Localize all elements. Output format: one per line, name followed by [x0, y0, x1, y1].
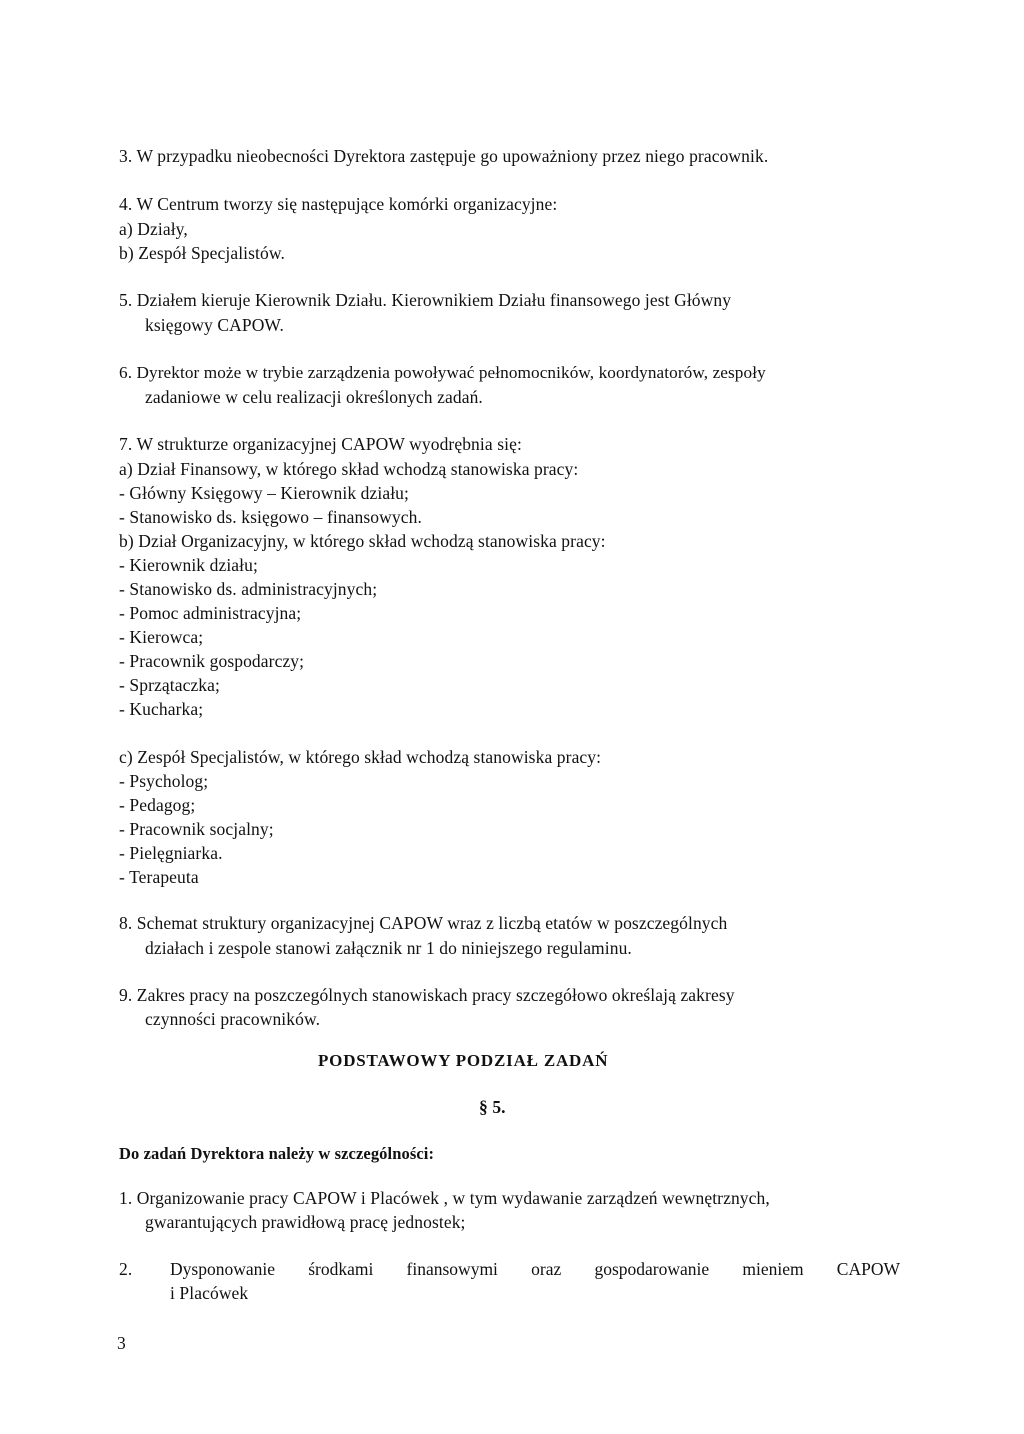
duty-1-cont: gwarantujących prawidłową pracę jednostek; — [145, 1212, 466, 1232]
paragraph-7: 7. W strukturze organizacyjnej CAPOW wyodrębnia się: — [119, 434, 522, 454]
page-number: 3 — [117, 1333, 126, 1353]
duty-2-number: 2. — [119, 1259, 133, 1279]
list-item: - Pracownik gospodarczy; — [119, 651, 305, 671]
list-item: - Terapeuta — [119, 867, 199, 887]
paragraph-6-cont: zadaniowe w celu realizacji określonych zadań. — [145, 387, 483, 407]
section-heading: PODSTAWOWY PODZIAŁ ZADAŃ — [318, 1051, 609, 1070]
paragraph-4: 4. W Centrum tworzy się następujące komórki organizacyjne: — [119, 194, 558, 214]
duty-1: 1. Organizowanie pracy CAPOW i Placówek , w tym wydawanie zarządzeń wewnętrznych, — [119, 1188, 770, 1208]
list-item: - Psycholog; — [119, 771, 209, 791]
section-number: § 5. — [479, 1097, 506, 1117]
list-item: - Kierownik działu; — [119, 555, 258, 575]
paragraph-6: 6. Dyrektor może w trybie zarządzenia powoływać pełnomocników, koordynatorów, zespoły — [119, 363, 766, 382]
list-item: - Pielęgniarka. — [119, 843, 223, 863]
paragraph-5: 5. Działem kieruje Kierownik Działu. Kierownikiem Działu finansowego jest Główny — [119, 290, 732, 310]
paragraph-8: 8. Schemat struktury organizacyjnej CAPOW wraz z liczbą etatów w poszczególnych — [119, 913, 728, 933]
list-item: - Kucharka; — [119, 699, 204, 719]
duty-2: Dysponowanie środkami finansowymi oraz gospodarowanie mieniem CAPOW — [170, 1259, 900, 1279]
paragraph-3: 3. W przypadku nieobecności Dyrektora zastępuje go upoważniony przez niego pracownik. — [119, 146, 769, 166]
list-item: - Pomoc administracyjna; — [119, 603, 302, 623]
paragraph-9: 9. Zakres pracy na poszczególnych stanowiskach pracy szczegółowo określają zakresy — [119, 985, 735, 1005]
duties-intro: Do zadań Dyrektora należy w szczególności: — [119, 1144, 435, 1163]
list-item: - Sprzątaczka; — [119, 675, 220, 695]
duty-2-cont: i Placówek — [170, 1283, 249, 1303]
list-item: b) Dział Organizacyjny, w którego skład wchodzą stanowiska pracy: — [119, 531, 606, 551]
list-item: - Stanowisko ds. administracyjnych; — [119, 579, 378, 599]
paragraph-8-cont: działach i zespole stanowi załącznik nr 1 do niniejszego regulaminu. — [145, 938, 632, 958]
list-item: a) Dział Finansowy, w którego skład wchodzą stanowiska pracy: — [119, 459, 579, 479]
list-item: - Pedagog; — [119, 795, 196, 815]
paragraph-9-cont: czynności pracowników. — [145, 1009, 321, 1029]
list-item: - Pracownik socjalny; — [119, 819, 274, 839]
list-item: b) Zespół Specjalistów. — [119, 243, 285, 263]
list-item: a) Działy, — [119, 219, 188, 239]
paragraph-5-cont: księgowy CAPOW. — [145, 315, 284, 335]
list-item: c) Zespół Specjalistów, w którego skład wchodzą stanowiska pracy: — [119, 747, 602, 767]
list-item: - Stanowisko ds. księgowo – finansowych. — [119, 507, 422, 527]
list-item: - Kierowca; — [119, 627, 204, 647]
list-item: - Główny Księgowy – Kierownik działu; — [119, 483, 409, 503]
